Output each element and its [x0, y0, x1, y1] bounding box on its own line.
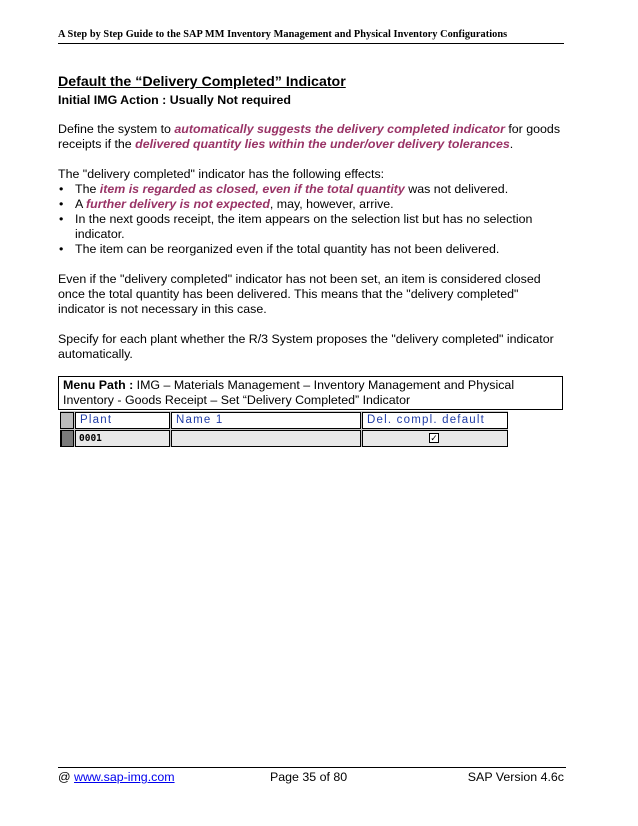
at-symbol: @: [58, 770, 75, 784]
menu-path-text: IMG – Materials Management – Inventory Management and Physical Inventory - Goods Receipt – Set “Delivery Completed” Indicator: [63, 378, 515, 407]
list-item: [58, 242, 568, 257]
del-compl-default-checkbox[interactable]: ✓: [430, 433, 438, 443]
list-item: [58, 182, 568, 197]
bullet-icon: •: [59, 197, 64, 211]
section-title: Default the “Delivery Completed” Indicator: [58, 74, 346, 90]
bullet-icon: •: [59, 212, 64, 226]
highlight-text: delivered quantity lies within the under/over delivery tolerances: [135, 137, 510, 151]
table-header-row: [60, 412, 508, 429]
name-cell[interactable]: [171, 430, 361, 447]
text: for goods receipts if the: [58, 122, 561, 151]
effects-list: [58, 182, 568, 257]
site-link[interactable]: www.sap-img.com: [74, 770, 175, 784]
page-number: Page 35 of 80: [270, 770, 348, 784]
text: The item can be reorganized even if the total quantity has not been delivered.: [75, 242, 500, 256]
paragraph-closed-note: Even if the "delivery completed" indicator has not been set, an item is considered closed once the total quantity has been delivered. This means that the "delivery completed" indicator is not necessary in this case.: [58, 272, 541, 316]
sap-version: SAP Version 4.6c: [467, 770, 564, 784]
paragraph-definition: [58, 122, 568, 152]
page-footer: [58, 767, 566, 786]
highlight-text: item is regarded as closed, even if the total quantity: [99, 182, 405, 196]
text: , may, however, arrive.: [269, 197, 394, 211]
select-all-cell[interactable]: [60, 412, 74, 429]
paragraph-effects-intro: The "delivery completed" indicator has the following effects:: [58, 167, 385, 181]
table-row: [60, 430, 508, 447]
highlight-text: further delivery is not expected: [86, 197, 270, 211]
page-content: [58, 74, 568, 410]
text: .: [509, 137, 514, 151]
column-header-plant[interactable]: Plant: [75, 412, 170, 429]
menu-path-label: Menu Path :: [63, 378, 134, 392]
list-item: [58, 197, 568, 212]
running-header: A Step by Step Guide to the SAP MM Inventory Management and Physical Inventory Configurations: [58, 29, 564, 44]
footer-site: [58, 770, 175, 784]
text: A: [75, 197, 87, 211]
text: The: [75, 182, 100, 196]
bullet-icon: •: [59, 182, 64, 196]
column-header-del-compl-default[interactable]: Del. compl. default: [362, 412, 508, 429]
text: In the next goods receipt, the item appears on the selection list but has no selection indicator.: [75, 212, 533, 241]
list-item: [58, 212, 568, 242]
text: was not delivered.: [404, 182, 509, 196]
plant-cell[interactable]: 0001: [75, 430, 170, 447]
section-subtitle: Initial IMG Action : Usually Not required: [58, 93, 291, 107]
sap-table: [60, 411, 508, 447]
highlight-text: automatically suggests the delivery completed indicator: [174, 122, 505, 136]
text: Define the system to: [58, 122, 175, 136]
bullet-icon: •: [59, 242, 64, 256]
row-selector[interactable]: [60, 430, 74, 447]
column-header-name[interactable]: Name 1: [171, 412, 361, 429]
menu-path-box: [58, 376, 563, 410]
paragraph-plant-spec: Specify for each plant whether the R/3 System proposes the "delivery completed" indicator automatically.: [58, 332, 554, 361]
